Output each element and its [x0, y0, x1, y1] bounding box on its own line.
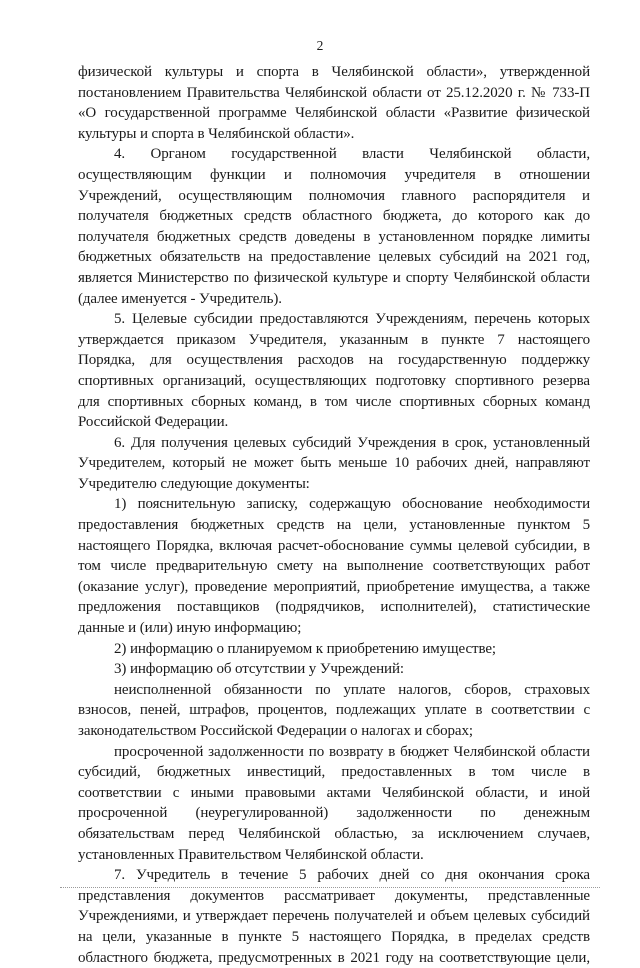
text-line: Российской Федерации. — [78, 414, 229, 431]
text-line: Учредителю следующие документы: — [78, 475, 310, 492]
text-line: просроченной (неурегулированной) задолженности по денежным — [78, 805, 590, 822]
text-line: 4. Органом государственной власти Челябинской области, — [114, 146, 590, 163]
text-line: (оказание услуг), проведение мероприятий, приобретение имущества, а также — [78, 578, 590, 595]
text-line: Учреждениями, и утверждает перечень получателей и объем целевых субсидий — [78, 908, 590, 925]
text-line: осуществляющим функции и полномочия учредителя в отношении — [78, 166, 590, 183]
text-line: спортивных организаций, осуществляющих подготовку спортивного резерва — [78, 372, 590, 389]
text-line: неисполненной обязанности по уплате налогов, сборов, страховых — [114, 681, 590, 698]
text-line: установленных Правительством Челябинской области. — [78, 846, 424, 863]
text-line: культуры и спорта в Челябинской области». — [78, 125, 355, 142]
text-line: просроченной задолженности по возврату в бюджет Челябинской области — [114, 743, 590, 760]
text-line: 7. Учредитель в течение 5 рабочих дней со дня окончания срока — [114, 867, 590, 884]
text-line: взносов, пеней, штрафов, процентов, подлежащих уплате в соответствии с — [78, 702, 590, 719]
text-line: Учредителем, который не может быть меньше 10 рабочих дней, направляют — [78, 455, 590, 472]
text-line: предоставления бюджетных средств на цели, установленные пунктом 5 — [78, 517, 590, 534]
text-line: (далее именуется - Учредитель). — [78, 290, 282, 307]
text-line: областного бюджета, предусмотренных в 2021 году на соответствующие цели, — [78, 949, 590, 966]
text-line: настоящего Порядка, включая расчет-обоснование суммы целевой субсидии, в — [78, 537, 590, 554]
text-line: «О государственной программе Челябинской области «Развитие физической — [78, 105, 590, 122]
text-line: является Министерство по физической культуре и спорту Челябинской области — [78, 269, 590, 286]
text-line: 6. Для получения целевых субсидий Учреждения в срок, установленный — [114, 434, 590, 451]
text-line: физической культуры и спорта в Челябинской области», утвержденной — [78, 64, 590, 80]
text-line: получателя бюджетных средств доведены в установленном порядке лимиты — [78, 228, 590, 245]
page-number: 2 — [316, 38, 324, 53]
text-line: соответствии с иными правовыми актами Челябинской области, и иной — [78, 784, 590, 801]
text-line: постановлением Правительства Челябинской области от 25.12.2020 г. № 733-П — [78, 84, 590, 101]
text-line: обязательствам перед Челябинской областью, за исключением случаев, — [78, 825, 590, 842]
text-line: 5. Целевые субсидии предоставляются Учреждениям, перечень которых — [114, 311, 590, 328]
text-line: для спортивных сборных команд, в том числе спортивных сборных команд — [78, 393, 590, 410]
text-line: Учреждений, осуществляющим полномочия главного распорядителя и — [78, 187, 590, 204]
text-line: предложения поставщиков (подрядчиков, исполнителей), статистические — [78, 599, 590, 616]
text-line: бюджетных обязательств на предоставление целевых субсидий на 2021 год, — [78, 249, 590, 266]
text-line: Порядка, для осуществления расходов на государственную поддержку — [78, 352, 590, 369]
text-line: представления документов рассматривает документы, представленные — [78, 887, 590, 904]
text-line: утверждается приказом Учредителя, указанным в пункте 7 настоящего — [78, 331, 590, 348]
document-body — [78, 62, 590, 968]
text-line: 2) информацию о планируемом к приобретению имуществе; — [114, 640, 496, 657]
text-line: том числе предварительную смету на выполнение соответствующих работ — [78, 558, 590, 575]
text-line: на цели, указанные в пункте 5 настоящего Порядка, в пределах средств — [78, 928, 590, 945]
text-line: субсидий, бюджетных инвестиций, предоставленных в том числе в — [78, 764, 590, 781]
text-line: 1) пояснительную записку, содержащую обоснование необходимости — [114, 496, 590, 513]
text-line: данные и (или) иную информацию; — [78, 620, 302, 637]
text-line: получателя бюджетных средств областного бюджета, до которого как до — [78, 208, 590, 225]
text-line: законодательством Российской Федерации о налогах и сборах; — [78, 723, 473, 739]
scan-edge-line — [60, 887, 600, 888]
text-line: 3) информацию об отсутствии у Учреждений: — [114, 661, 404, 678]
